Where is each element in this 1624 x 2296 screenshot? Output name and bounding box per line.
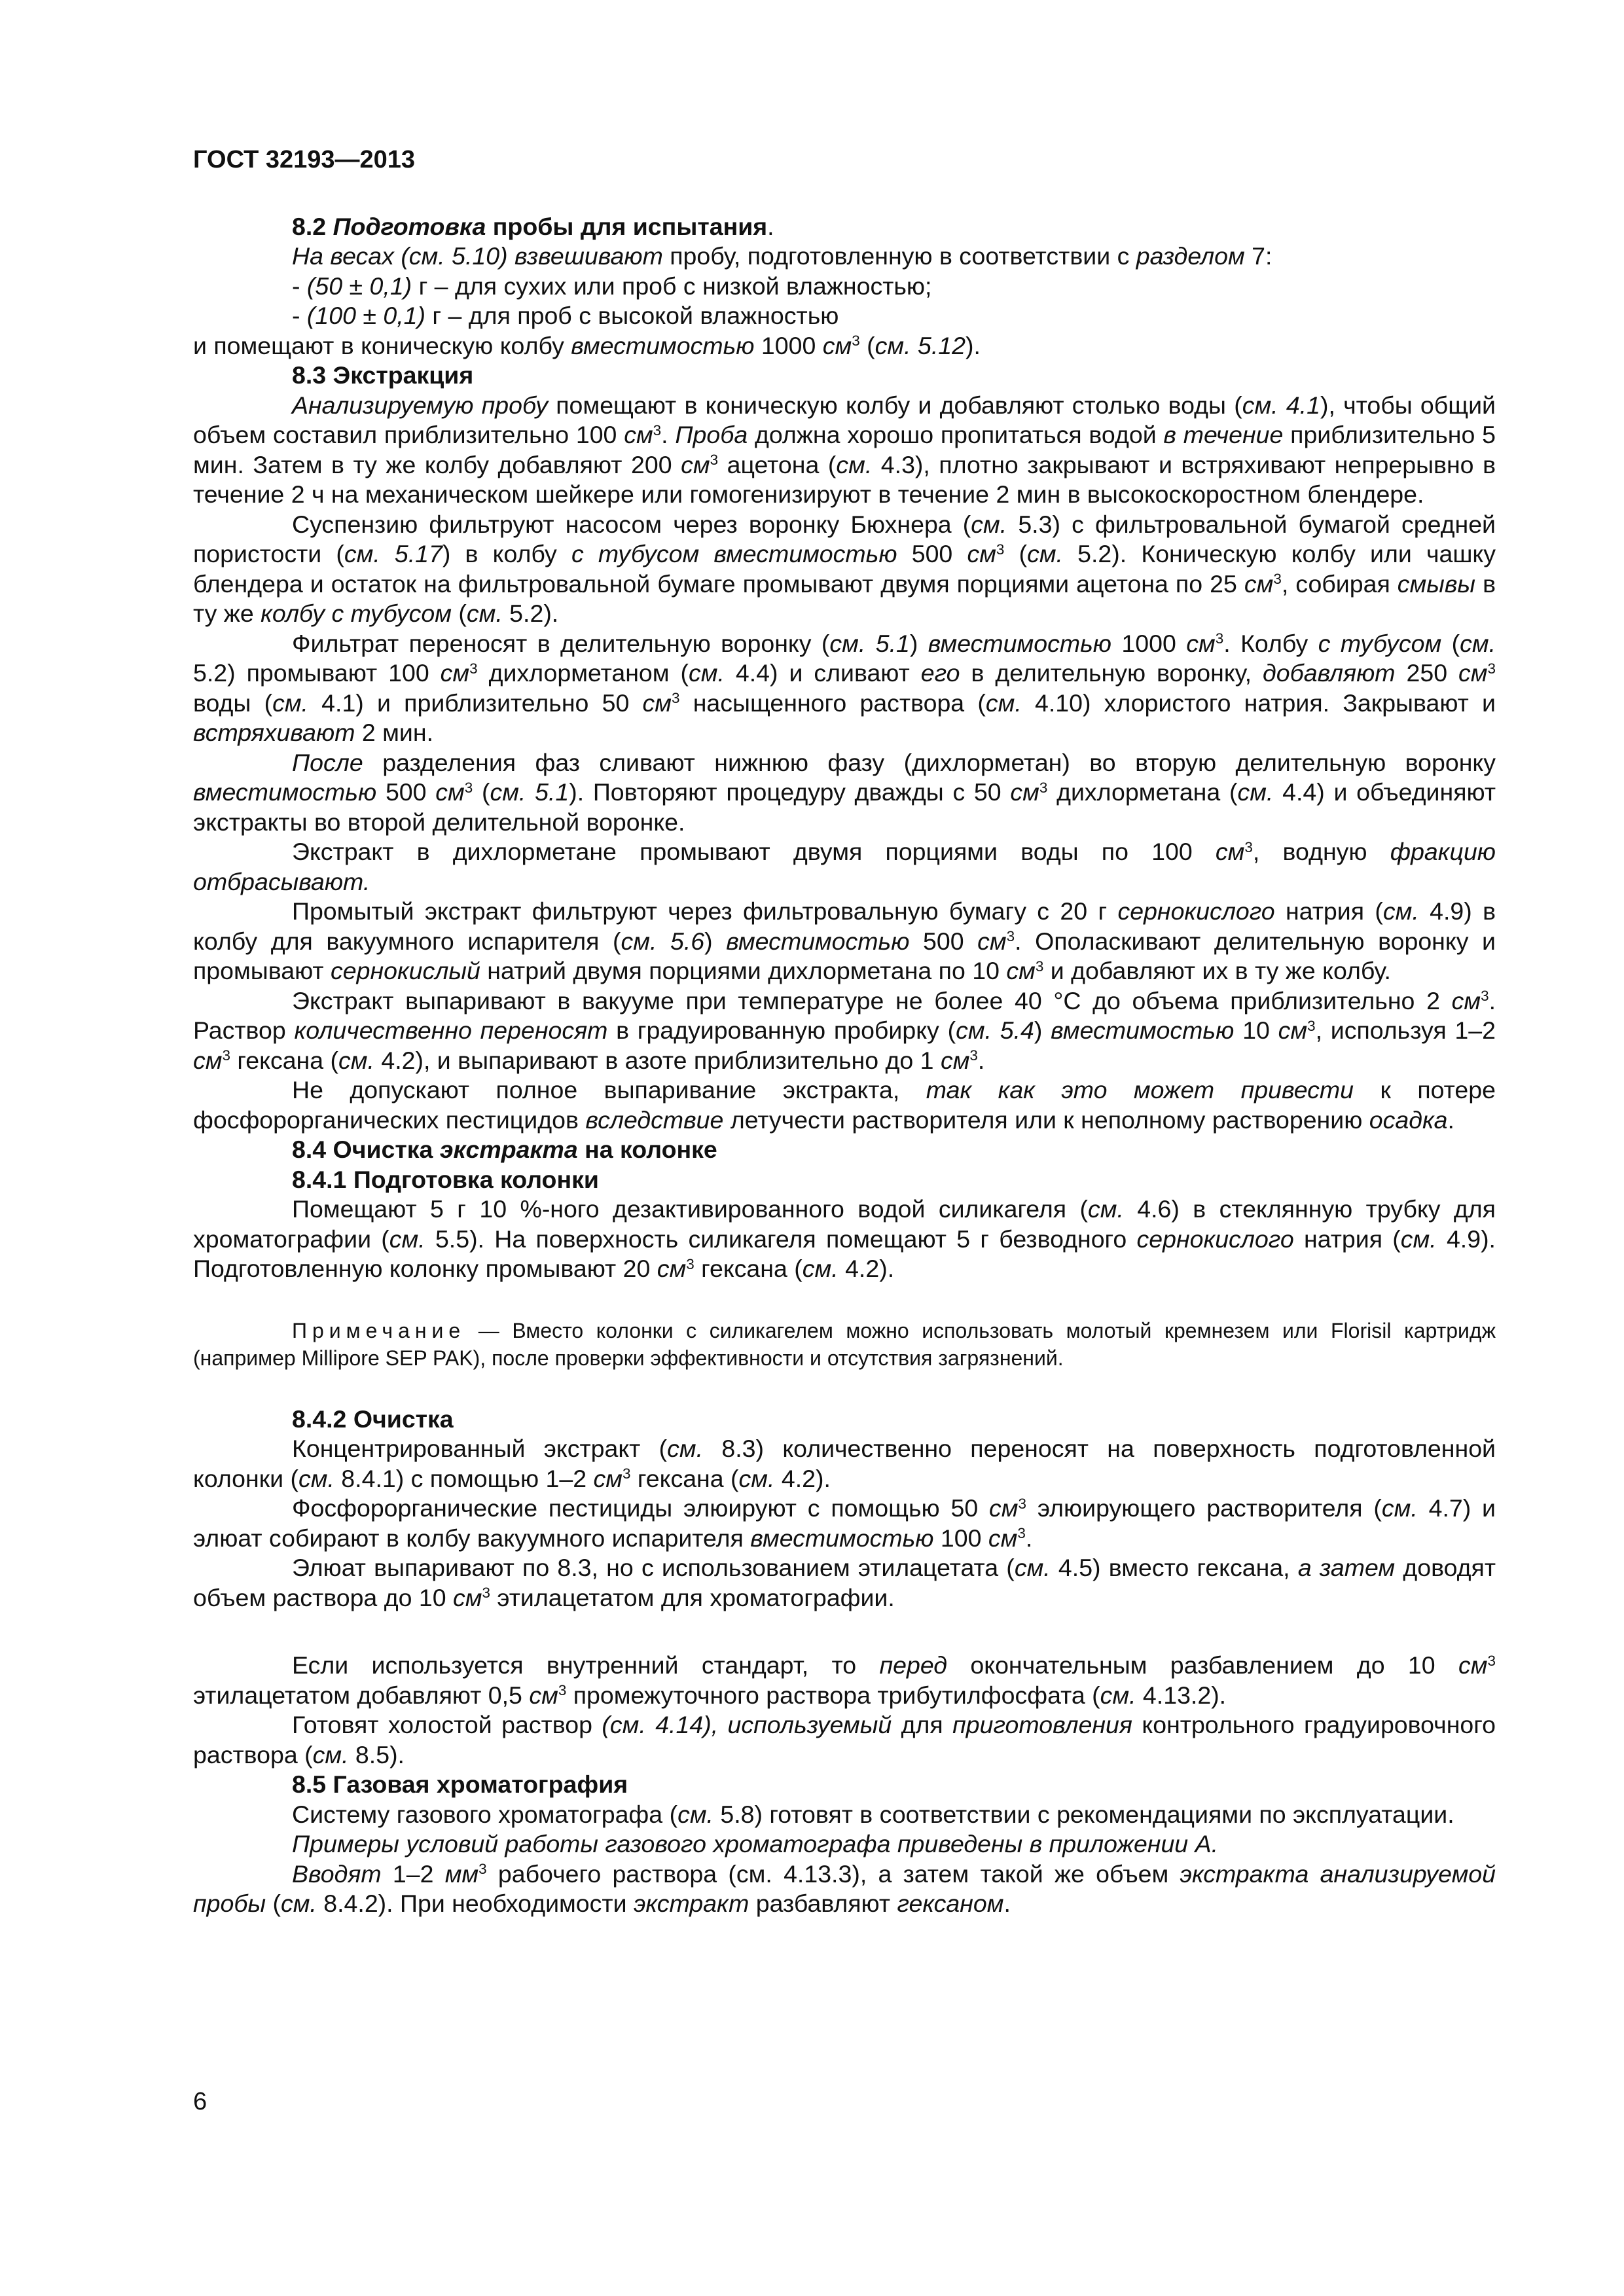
paragraph-8-3-6: Промытый экстракт фильтруют через фильтровальную бумагу с 20 г сернокислого натрия (см. 4.9) в колбу для вакуумного испарителя (см. 5.6) вместимостью 500 $см^3$. Ополаскивают делительную воронку и промывают сернокислый натрий двумя порциями дихлорметана по 10 $см^3$ и добавляют их в ту же колбу.: [193, 897, 1496, 984]
paragraph-8-4-2-1: Концентрированный экстракт (см. 8.3) количественно переносят на поверхность подготовленной колонки (см. 8.4.1) с помощью 1–2 $см^3$ гексана (см. 4.2).: [193, 1435, 1496, 1492]
paragraph-8-5-3: Вводят 1–2 $мм^3$ рабочего раствора (см. 4.13.3), а затем такой же объем экстракта анализируемой пробы (см. 8.4.2). При необходимости экстракт разбавляют гексаном.: [193, 1859, 1496, 1917]
paragraph-8-4-1: Помещают 5 г 10 %-ного дезактивированного водой силикагеля (см. 4.6) в стеклянную трубку для хроматографии (см. 5.5). На поверхность силикагеля помещают 5 г безводного сернокислого натрия (см. 4.9). Подготовленную колонку промывают 20 $см^3$ гексана (см. 4.2).: [193, 1195, 1496, 1282]
paragraph-8-3-8: Не допускают полное выпаривание экстракта, так как это может привести к потере фосфорорганических пестицидов вследствие летучести растворителя или к неполному растворению осадка.: [193, 1076, 1496, 1134]
heading-8-5: 8.5 Газовая хроматография: [292, 1770, 628, 1798]
heading-8-4-2: 8.4.2 Очистка: [292, 1405, 454, 1433]
note-paragraph: Примечание — Вместо колонки с силикагелем можно использовать молотый кремнезем или Florisil картридж (например Millipore SEP PAK), после проверки эффективности и отсутствия загрязнений.: [193, 1318, 1496, 1370]
heading-8-3: 8.3 Экстракция: [292, 361, 474, 389]
paragraph-8-3-5: Экстракт в дихлорметане промывают двумя порциями воды по 100 $см^3$, водную фракцию отбрасывают.: [193, 838, 1496, 895]
paragraph-8-3-7: Экстракт выпаривают в вакууме при температуре не более 40 °С до объема приблизительно 2 $см^3$. Раствор количественно переносят в градуированную пробирку (см. 5.4) вместимостью 10 $см^3$, используя 1–2 $см^3$ гексана (см. 4.2), и выпаривают в азоте приблизительно до 1 $см^3$.: [193, 986, 1496, 1074]
paragraph-8-3-1: Анализируемую пробу помещают в коническую колбу и добавляют столько воды (см. 4.1), чтобы общий объем составил приблизительно 100 $см^3$. Проба должна хорошо пропитаться водой в течение приблизительно 5 мин. Затем в ту же колбу добавляют 200 $см^3$ ацетона (см. 4.3), плотно закрывают и встряхивают непрерывно в течение 2 ч на механическом шейкере или гомогенизируют в течение 2 мин в высокоскоростном блендере.: [193, 391, 1496, 508]
paragraph-8-2-line1: На весах (см. 5.10) взвешивают пробу, подготовленную в соответствии с разделом 7:: [292, 242, 1272, 270]
paragraph-8-2-line4: и помещают в коническую колбу вместимостью 1000 $см^3$ (см. 5.12).: [193, 331, 981, 359]
paragraph-8-5-1: Систему газового хроматографа (см. 5.8) готовят в соответствии с рекомендациями по эксплуатации.: [292, 1800, 1454, 1828]
paragraph-8-3-4: После разделения фаз сливают нижнюю фазу (дихлорметан) во вторую делительную воронку вместимостью 500 $см^3$ (см. 5.1). Повторяют процедуру дважды с 50 $см^3$ дихлорметана (см. 4.4) и объединяют экстракты во второй делительной воронке.: [193, 748, 1496, 836]
heading-8-2: 8.2 Подготовка пробы для испытания.: [292, 212, 774, 240]
paragraph-8-2-item2: - (100 ± 0,1) г – для проб с высокой влажностью: [292, 302, 839, 329]
paragraph-8-4-2-4: Если используется внутренний стандарт, то перед окончательным разбавлением до 10 $см^3$ этилацетатом добавляют 0,5 $см^3$ промежуточного раствора трибутилфосфата (см. 4.13.2).: [193, 1651, 1496, 1709]
page-number: 6: [193, 2088, 208, 2115]
paragraph-8-2-item1: - (50 ± 0,1) г – для сухих или проб с низкой влажностью;: [292, 272, 932, 300]
note-label: Примечание: [292, 1318, 466, 1342]
paragraph-8-4-2-5: Готовят холостой раствор (см. 4.14), используемый для приготовления контрольного градуировочного раствора (см. 8.5).: [193, 1711, 1496, 1768]
paragraph-8-4-2-3: Элюат выпаривают по 8.3, но с использованием этилацетата (см. 4.5) вместо гексана, а затем доводят объем раствора до 10 $см^3$ этилацетатом для хроматографии.: [193, 1554, 1496, 1611]
paragraph-8-4-2-2: Фосфорорганические пестициды элюируют с помощью 50 $см^3$ элюирующего растворителя (см. 4.7) и элюат собирают в колбу вакуумного испарителя вместимостью 100 $см^3$.: [193, 1494, 1496, 1552]
standard-header: ГОСТ 32193—2013: [193, 146, 416, 173]
document-page: [193, 145, 1496, 1919]
paragraph-8-3-3: Фильтрат переносят в делительную воронку (см. 5.1) вместимостью 1000 $см^3$. Колбу с тубусом (см. 5.2) промывают 100 $см^3$ дихлорметаном (см. 4.4) и сливают его в делительную воронку, добавляют 250 $см^3$ воды (см. 4.1) и приблизительно 50 $см^3$ насыщенного раствора (см. 4.10) хлористого натрия. Закрывают и встряхивают 2 мин.: [193, 629, 1496, 746]
paragraph-8-3-2: Суспензию фильтруют насосом через воронку Бюхнера (см. 5.3) с фильтровальной бумагой средней пористости (см. 5.17) в колбу с тубусом вместимостью 500 $см^3$ (см. 5.2). Коническую колбу или чашку блендера и остаток на фильтровальной бумаге промывают двумя порциями ацетона по 25 $см^3$, собирая смывы в ту же колбу с тубусом (см. 5.2).: [193, 510, 1496, 627]
paragraph-8-5-2: Примеры условий работы газового хроматографа приведены в приложении А.: [292, 1830, 1219, 1857]
heading-8-4: 8.4 Очистка экстракта на колонке: [292, 1136, 717, 1163]
heading-8-4-1: 8.4.1 Подготовка колонки: [292, 1165, 599, 1193]
